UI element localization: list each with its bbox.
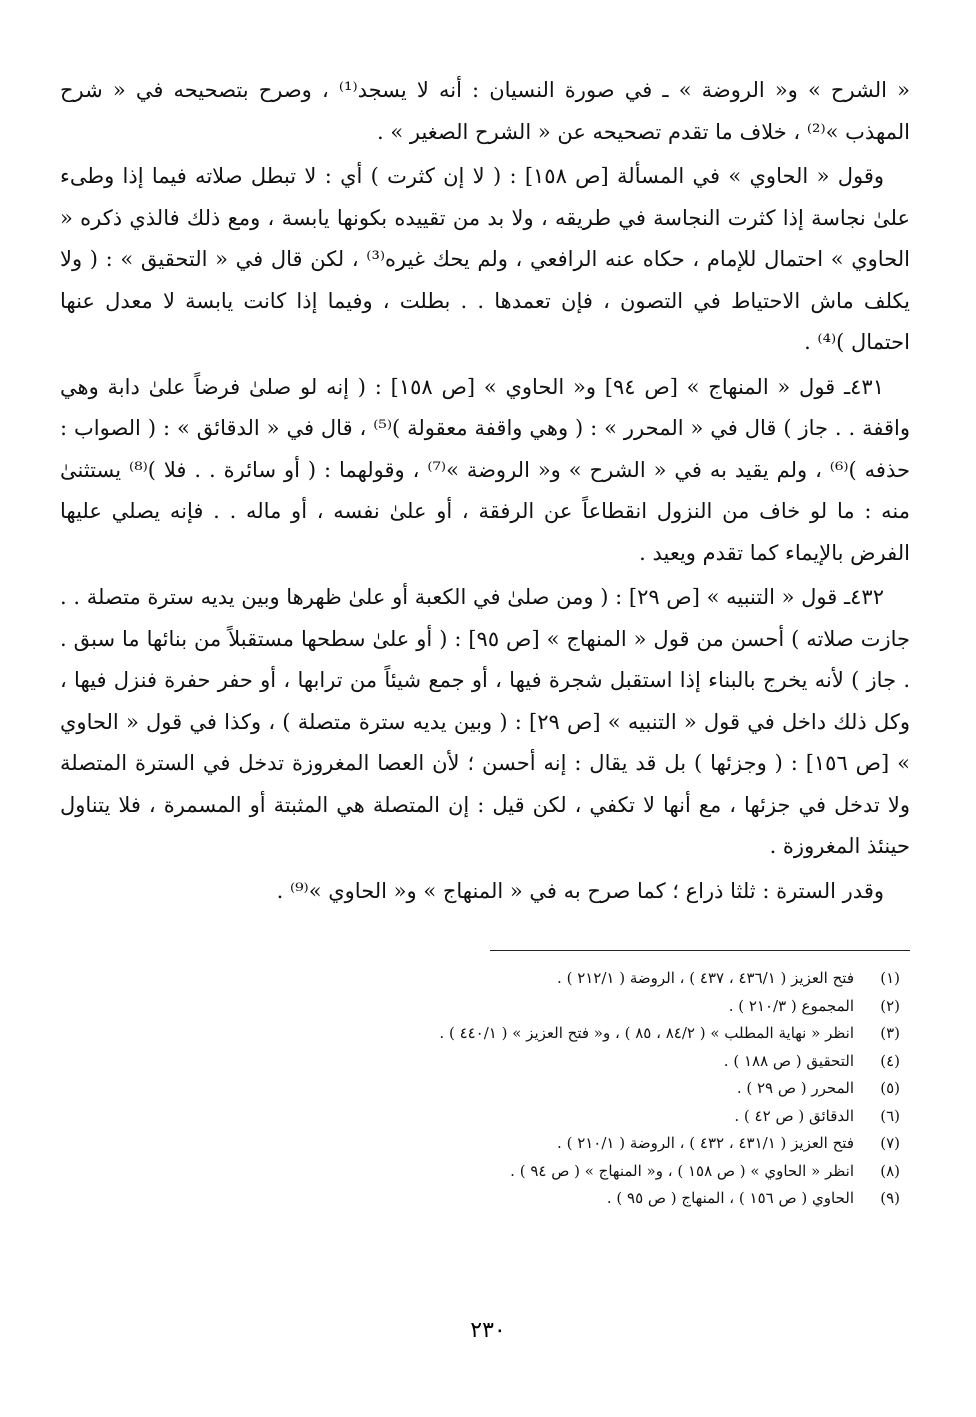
footnote-item [60,965,910,993]
footnote-text: المحرر ( ص ٢٩ ) . [736,1079,854,1097]
footnote-number: (٣) [880,1024,900,1042]
footnote-number: (٥) [880,1079,900,1097]
page-number: ٢٣٠ [470,1318,506,1343]
page-body [60,70,910,1213]
footnote-item [60,1130,910,1158]
paragraph-431: ٤٣١ـ قول « المنهاج » [ص ٩٤] و« الحاوي » [ص ١٥٨] : ( إنه لو صلىٰ فرضاً علىٰ دابة وهي واقفة . . جاز ) قال في « المحرر » : ( وهي واقفة معقولة )⁽⁵⁾ ، قال في « الدقائق » : ( الصواب : حذفه )⁽⁶⁾ ، ولم يقيد به في « الشرح » و« الروضة »⁽⁷⁾ ، وقولهما : ( أو سائرة . . فلا )⁽⁸⁾ يستثنىٰ منه : ما لو خاف من النزول انقطاعاً عن الرفقة ، أو علىٰ نفسه ، أو ماله . . فإنه يصلي عليها الفرض بالإيماء كما تقدم ويعيد . [60,374,911,565]
footnote-number: (١) [880,969,900,987]
footnote-number: (٨) [880,1161,900,1180]
footnote-item [60,1048,910,1076]
footnote-number: (٩) [880,1189,900,1207]
footnote-number: (٢) [880,996,900,1015]
footnotes [60,965,910,1213]
footnote-text: انظر « الحاوي » ( ص ١٥٨ ) ، و« المنهاج » ( ص ٩٤ ) . [510,1161,854,1180]
footnote-item [60,993,910,1021]
paragraph-sutra: وقدر السترة : ثلثا ذراع ؛ كما صرح به في « المنهاج » و« الحاوي »⁽⁹⁾ . [276,878,884,903]
footnote-text: انظر « نهاية المطلب » ( ٨٤/٢ ، ٨٥ ) ، و« فتح العزيز » ( ٤٤٠/١ ) . [439,1024,854,1042]
footnote-item [60,1103,910,1131]
footnote-item [60,1020,910,1048]
footnote-text: الدقائق ( ص ٤٢ ) . [734,1106,854,1125]
footnote-text: المجموع ( ٢١٠/٣ ) . [728,996,854,1015]
footnote-item [60,1158,910,1186]
footnote-number: (٧) [880,1134,900,1152]
footnote-separator [490,950,910,951]
paragraph-432: ٤٣٢ـ قول « التنبيه » [ص ٢٩] : ( ومن صلىٰ في الكعبة أو علىٰ ظهرها وبين يديه سترة متصلة . . جازت صلاته ) أحسن من قول « المنهاج » [ص ٩٥] : ( أو علىٰ سطحها مستقبلاً من بنائها ما سبق . . جاز ) لأنه يخرج بالبناء إذا استقبل شجرة فيها ، أو جمع شيئاً من ترابها ، أو حفر حفرة فنزل فيها ، وكل ذلك داخل في قول « التنبيه » [ص ٢٩] : ( وبين يديه سترة متصلة ) ، وكذا في قول « الحاوي » [ص ١٥٦] : ( وجزئها ) بل قد يقال : إنه أحسن ؛ لأن العصا المغروزة تدخل في السترة المتصلة ولا تدخل في جزئها ، مع أنها لا تكفي ، لكن قيل : إن المتصلة هي المثبتة أو المسمرة ، فلا يتناول حينئذ المغروزة . [60,585,911,858]
footnote-text: الحاوي ( ص ١٥٦ ) ، المنهاج ( ص ٩٥ ) . [606,1189,854,1207]
footnote-text: فتح العزيز ( ٤٣١/١ ، ٤٣٢ ) ، الروضة ( ٢١٠/١ ) . [557,1134,854,1152]
footnote-item [60,1075,910,1103]
footnote-text: فتح العزيز ( ٤٣٦/١ ، ٤٣٧ ) ، الروضة ( ٢١٢/١ ) . [557,969,854,987]
footnote-number: (٤) [880,1051,900,1070]
footnote-number: (٦) [880,1106,900,1125]
paragraph-2: وقول « الحاوي » في المسألة [ص ١٥٨] : ( لا إن كثرت ) أي : لا تبطل صلاته فيما إذا وطىء علىٰ نجاسة إذا كثرت النجاسة في طريقه ، ولا بد من تقييده بكونها يابسة ، ومع ذلك فالذي ذكره « الحاوي » احتمال للإمام ، حكاه عنه الرافعي ، ولم يحك غيره⁽³⁾ ، لكن قال في « التحقيق » : ( ولا يكلف ماش الاحتياط في التصون ، فإن تعمدها . . بطلت ، وفيما إذا كانت يابسة لا معدل عنها احتمال )⁽⁴⁾ . [60,164,910,354]
paragraph-1: « الشرح » و« الروضة » ـ في صورة النسيان : أنه لا يسجد⁽¹⁾ ، وصرح بتصحيحه في « شرح المهذب »⁽²⁾ ، خلاف ما تقدم تصحيحه عن « الشرح الصغير » . [60,78,910,144]
footnote-item [60,1185,910,1213]
footnote-text: التحقيق ( ص ١٨٨ ) . [723,1051,854,1070]
